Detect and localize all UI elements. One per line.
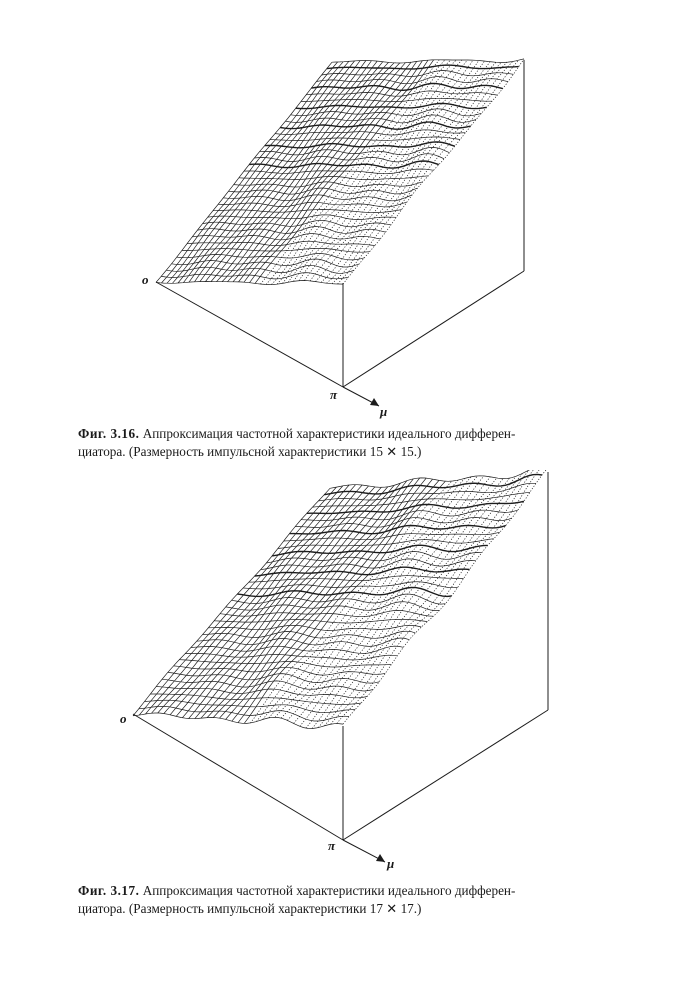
grid-line-v: [296, 103, 487, 108]
caption-text-2: циатора. (Размерность импульсной характеристики 17 ✕ 17.): [78, 901, 422, 916]
grid-line-v: [244, 169, 434, 174]
grid-line-u: [133, 488, 330, 716]
mu-label: μ: [380, 404, 388, 419]
frame-edge: [343, 271, 524, 387]
grid-line-u: [327, 62, 508, 283]
grid-line-v: [172, 259, 360, 267]
origin-label: o: [142, 272, 149, 287]
grid-line-v: [208, 625, 421, 630]
frame-edge: [133, 714, 343, 840]
grid-line-u: [213, 479, 413, 718]
grid-line-u: [312, 476, 516, 728]
grid-line-v: [156, 281, 343, 285]
grid-line-v: [330, 470, 548, 488]
grid-line-v: [145, 700, 356, 713]
grid-line-v: [237, 588, 451, 597]
origin-label: o: [120, 711, 127, 726]
pi-label: π: [330, 387, 338, 402]
grid-line-v: [289, 526, 505, 534]
surface-plot-3-16: [0, 0, 673, 420]
grid-line-u: [263, 478, 465, 719]
surface-plot-3-17: [0, 470, 673, 890]
caption-text-1: Аппроксимация частотной характеристики идеального дифферен-: [142, 883, 516, 898]
pi-label: π: [328, 838, 336, 853]
caption-text-2: циатора. (Размерность импульсной характеристики 15 ✕ 15.): [78, 444, 422, 459]
grid-line-v: [161, 273, 348, 279]
mu-label: μ: [387, 856, 395, 871]
wireframe-surface: [156, 59, 524, 285]
frame-edge: [343, 710, 548, 840]
caption-line-1: [78, 425, 623, 443]
grid-line-u: [176, 487, 375, 716]
caption-line-1: [78, 882, 623, 900]
grid-line-v: [213, 210, 402, 213]
grid-line-v: [166, 265, 353, 273]
frame-edge: [156, 282, 343, 387]
grid-line-v: [249, 161, 439, 168]
grid-line-v: [203, 631, 416, 638]
figure-3-17: [0, 470, 673, 930]
grid-line-v: [260, 147, 450, 155]
grid-line-u: [321, 63, 501, 283]
grid-line-u: [182, 487, 381, 717]
grid-line-u: [255, 60, 434, 284]
grid-line-u: [269, 477, 471, 718]
caption-figure-number: Фиг. 3.16.: [78, 426, 140, 441]
caption-figure-number: Фиг. 3.17.: [78, 883, 140, 898]
grid-line-v: [220, 610, 434, 616]
grid-line-v: [265, 142, 455, 148]
grid-line-u: [226, 478, 427, 719]
figure-caption: [78, 425, 623, 461]
wireframe-surface: [133, 470, 548, 729]
grid-line-u: [294, 478, 497, 723]
figure-caption: [78, 882, 623, 918]
grid-line-u: [152, 485, 350, 713]
grid-line-v: [192, 234, 380, 240]
grid-line-v: [332, 59, 524, 63]
grid-line-u: [332, 61, 513, 283]
grid-line-u: [170, 486, 368, 715]
grid-line-v: [243, 582, 458, 589]
grid-line-v: [254, 154, 444, 162]
grid-line-v: [197, 638, 410, 646]
grid-line-u: [189, 487, 388, 719]
grid-line-v: [139, 706, 349, 721]
grid-line-v: [327, 65, 519, 69]
grid-line-u: [162, 62, 338, 283]
caption-text-1: Аппроксимация частотной характеристики идеального дифферен-: [142, 426, 516, 441]
grid-line-u: [164, 485, 362, 713]
figure-3-16: [0, 0, 673, 470]
